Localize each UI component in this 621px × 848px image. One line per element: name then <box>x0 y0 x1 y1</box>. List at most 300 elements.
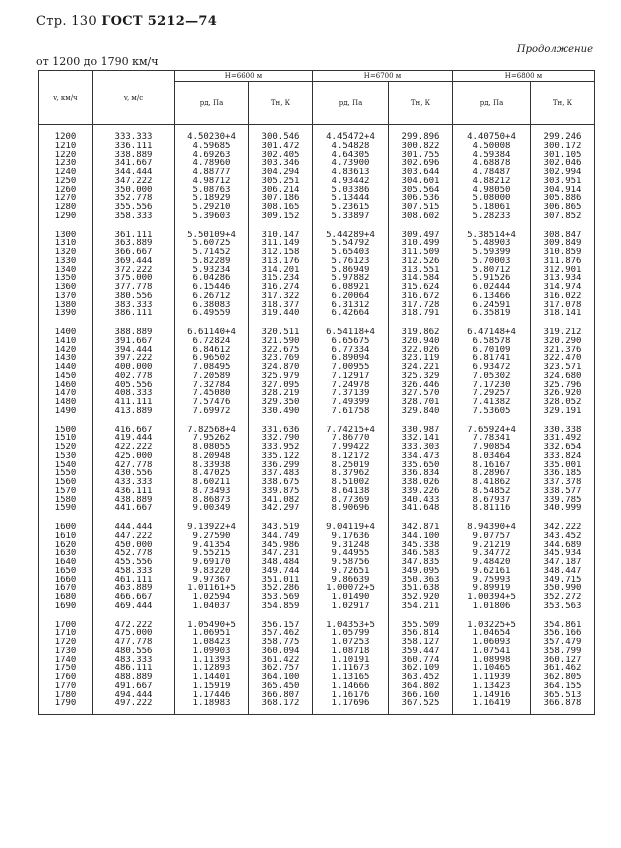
table-cell: 408.333 <box>93 389 175 398</box>
table-cell: 323.769 <box>249 354 313 363</box>
table-cell: 9.83220 <box>175 567 249 576</box>
table-cell: 1220 <box>39 151 93 160</box>
table-cell: 365.450 <box>249 682 313 691</box>
table-cell: 1550 <box>39 469 93 478</box>
gap-cell <box>531 513 595 523</box>
table-cell: 1590 <box>39 504 93 513</box>
table-cell: 1.06951 <box>175 629 249 638</box>
table-cell: 345.338 <box>389 541 453 550</box>
table-row <box>39 558 595 567</box>
table-cell: 6.58578 <box>453 337 531 346</box>
table-cell: 1.07253 <box>313 638 389 647</box>
table-cell: 307.852 <box>531 212 595 221</box>
table-cell: 430.556 <box>93 469 175 478</box>
table-cell: 6.77334 <box>313 346 389 355</box>
table-cell: 4.78487 <box>453 168 531 177</box>
gap-cell <box>175 221 249 231</box>
table-row <box>39 407 595 416</box>
table-cell: 360.774 <box>389 656 453 665</box>
table-cell: 322.675 <box>249 346 313 355</box>
gap-cell <box>249 221 313 231</box>
table-cell: 366.160 <box>389 691 453 700</box>
table-cell: 318.141 <box>531 309 595 318</box>
table-cell: 5.08000 <box>453 194 531 203</box>
table-row <box>39 656 595 665</box>
table-cell: 1440 <box>39 363 93 372</box>
table-cell: 323.571 <box>531 363 595 372</box>
table-cell: 1.16176 <box>313 691 389 700</box>
table-cell: 4.78960 <box>175 159 249 168</box>
table-cell: 1680 <box>39 593 93 602</box>
col-v-ms-header: v, м/с <box>93 71 175 125</box>
gap-cell <box>249 318 313 328</box>
table-cell: 366.667 <box>93 248 175 257</box>
table-cell: 313.176 <box>249 257 313 266</box>
table-cell: 305.251 <box>249 177 313 186</box>
table-cell: 7.12917 <box>313 372 389 381</box>
table-cell: 333.952 <box>249 443 313 452</box>
table-row <box>39 328 595 337</box>
table-cell: 336.185 <box>531 469 595 478</box>
table-cell: 356.166 <box>531 629 595 638</box>
table-cell: 1.14666 <box>313 682 389 691</box>
table-row <box>39 354 595 363</box>
table-row <box>39 363 595 372</box>
table-cell: 9.89919 <box>453 584 531 593</box>
table-cell: 7.00955 <box>313 363 389 372</box>
table-cell: 5.38514+4 <box>453 231 531 240</box>
table-cell: 4.88777 <box>175 168 249 177</box>
table-cell: 7.90854 <box>453 443 531 452</box>
gap-cell <box>175 611 249 621</box>
table-cell: 361.462 <box>531 664 595 673</box>
table-cell: 7.78341 <box>453 434 531 443</box>
table-cell: 304.294 <box>249 168 313 177</box>
table-cell: 344.749 <box>249 532 313 541</box>
gap-cell <box>175 416 249 426</box>
page-header <box>36 14 217 29</box>
altitude-header-2: H=6700 м <box>313 71 453 82</box>
table-cell: 391.667 <box>93 337 175 346</box>
pressure-header: pд, Па <box>313 82 389 125</box>
table-cell: 331.636 <box>249 426 313 435</box>
table-row <box>39 274 595 283</box>
table-cell: 351.011 <box>249 576 313 585</box>
table-cell: 7.24978 <box>313 381 389 390</box>
table-row <box>39 673 595 682</box>
gap-cell <box>453 416 531 426</box>
table-cell: 307.186 <box>249 194 313 203</box>
table-cell: 1260 <box>39 186 93 195</box>
table-cell: 349.744 <box>249 567 313 576</box>
table-cell: 1380 <box>39 301 93 310</box>
table-cell: 480.556 <box>93 647 175 656</box>
table-cell: 1.00072+5 <box>313 584 389 593</box>
table-cell: 1700 <box>39 621 93 630</box>
table-cell: 307.515 <box>389 203 453 212</box>
table-cell: 344.689 <box>531 541 595 550</box>
table-cell: 1650 <box>39 567 93 576</box>
table-cell: 5.28233 <box>453 212 531 221</box>
table-cell: 8.67937 <box>453 496 531 505</box>
table-cell: 8.73493 <box>175 487 249 496</box>
table-cell: 341.667 <box>93 159 175 168</box>
table-cell: 5.18929 <box>175 194 249 203</box>
table-cell: 477.778 <box>93 638 175 647</box>
table-row <box>39 621 595 630</box>
table-cell: 1760 <box>39 673 93 682</box>
table-cell: 6.81741 <box>453 354 531 363</box>
table-cell: 1770 <box>39 682 93 691</box>
table-cell: 4.64305 <box>313 151 389 160</box>
table-cell: 352.286 <box>249 584 313 593</box>
table-cell: 318.791 <box>389 309 453 318</box>
table-cell: 352.920 <box>389 593 453 602</box>
table-cell: 326.920 <box>531 389 595 398</box>
table-row <box>39 372 595 381</box>
table-cell: 335.122 <box>249 452 313 461</box>
table-cell: 1620 <box>39 541 93 550</box>
table-row <box>39 496 595 505</box>
table-cell: 5.03386 <box>313 186 389 195</box>
table-cell: 5.80712 <box>453 266 531 275</box>
table-row <box>39 309 595 318</box>
table-cell: 6.13466 <box>453 292 531 301</box>
table-cell: 1.02917 <box>313 602 389 611</box>
gap-cell <box>531 416 595 426</box>
table-cell: 344.100 <box>389 532 453 541</box>
table-cell: 494.444 <box>93 691 175 700</box>
table-cell: 9.72651 <box>313 567 389 576</box>
table-cell: 1390 <box>39 309 93 318</box>
table-cell: 334.473 <box>389 452 453 461</box>
table-cell: 352.272 <box>531 593 595 602</box>
table-cell: 4.40750+4 <box>453 125 531 142</box>
table-cell: 1780 <box>39 691 93 700</box>
table-cell: 346.583 <box>389 549 453 558</box>
table-cell: 1330 <box>39 257 93 266</box>
table-cell: 369.444 <box>93 257 175 266</box>
pressure-header: pд, Па <box>175 82 249 125</box>
group-gap <box>39 513 595 523</box>
table-bottom <box>39 708 595 715</box>
table-cell: 1530 <box>39 452 93 461</box>
pressure-header: pд, Па <box>453 82 531 125</box>
table-cell: 4.54828 <box>313 142 389 151</box>
gap-cell <box>249 611 313 621</box>
table-cell: 8.33938 <box>175 461 249 470</box>
table-cell: 6.47148+4 <box>453 328 531 337</box>
table-cell: 4.45472+4 <box>313 125 389 142</box>
table-row <box>39 337 595 346</box>
gap-cell <box>313 611 389 621</box>
table-cell: 333.333 <box>93 125 175 142</box>
table-cell: 7.57476 <box>175 398 249 407</box>
bottom-cell <box>175 708 249 715</box>
table-cell: 354.211 <box>389 602 453 611</box>
table-cell: 5.93234 <box>175 266 249 275</box>
table-cell: 1450 <box>39 372 93 381</box>
table-row <box>39 602 595 611</box>
table-cell: 1.02594 <box>175 593 249 602</box>
table-cell: 300.172 <box>531 142 595 151</box>
table-cell: 1.04654 <box>453 629 531 638</box>
table-cell: 303.346 <box>249 159 313 168</box>
table-cell: 8.41862 <box>453 478 531 487</box>
table-cell: 9.97367 <box>175 576 249 585</box>
table-cell: 8.08055 <box>175 443 249 452</box>
table-cell: 6.54118+4 <box>313 328 389 337</box>
table-cell: 5.65403 <box>313 248 389 257</box>
table-cell: 1640 <box>39 558 93 567</box>
table-cell: 380.556 <box>93 292 175 301</box>
table-cell: 325.329 <box>389 372 453 381</box>
table-cell: 1.04353+5 <box>313 621 389 630</box>
table-cell: 461.111 <box>93 576 175 585</box>
table-cell: 5.59399 <box>453 248 531 257</box>
table-cell: 447.222 <box>93 532 175 541</box>
table-cell: 358.127 <box>389 638 453 647</box>
table-cell: 350.990 <box>531 584 595 593</box>
table-cell: 1460 <box>39 381 93 390</box>
table-cell: 301.105 <box>531 151 595 160</box>
table-row <box>39 647 595 656</box>
table-cell: 9.58756 <box>313 558 389 567</box>
table-cell: 302.994 <box>531 168 595 177</box>
table-cell: 299.896 <box>389 125 453 142</box>
table-cell: 319.440 <box>249 309 313 318</box>
table-cell: 315.234 <box>249 274 313 283</box>
table-cell: 6.89094 <box>313 354 389 363</box>
table-cell: 1500 <box>39 426 93 435</box>
table-cell: 333.303 <box>389 443 453 452</box>
table-row <box>39 186 595 195</box>
table-cell: 300.822 <box>389 142 453 151</box>
table-cell: 1.05490+5 <box>175 621 249 630</box>
table-cell: 402.778 <box>93 372 175 381</box>
table-row <box>39 283 595 292</box>
table-cell: 6.20064 <box>313 292 389 301</box>
table-cell: 4.50008 <box>453 142 531 151</box>
table-cell: 6.84612 <box>175 346 249 355</box>
table-cell: 1200 <box>39 125 93 142</box>
table-cell: 7.99422 <box>313 443 389 452</box>
table-cell: 6.38083 <box>175 301 249 310</box>
table-cell: 7.86770 <box>313 434 389 443</box>
table-cell: 450.000 <box>93 541 175 550</box>
table-cell: 329.191 <box>531 407 595 416</box>
table-cell: 335.650 <box>389 461 453 470</box>
table-cell: 316.274 <box>249 283 313 292</box>
table-cell: 8.90696 <box>313 504 389 513</box>
table-cell: 6.24591 <box>453 301 531 310</box>
table-cell: 304.914 <box>531 186 595 195</box>
table-cell: 355.556 <box>93 203 175 212</box>
table-row <box>39 266 595 275</box>
table-row <box>39 504 595 513</box>
table-cell: 327.570 <box>389 389 453 398</box>
table-cell: 330.490 <box>249 407 313 416</box>
table-row <box>39 142 595 151</box>
gap-cell <box>313 513 389 523</box>
table-cell: 1.13165 <box>313 673 389 682</box>
table-cell: 1.08998 <box>453 656 531 665</box>
table-cell: 5.18061 <box>453 203 531 212</box>
table-cell: 336.299 <box>249 461 313 470</box>
gap-cell <box>313 416 389 426</box>
table-cell: 358.799 <box>531 647 595 656</box>
table-cell: 339.226 <box>389 487 453 496</box>
table-cell: 327.095 <box>249 381 313 390</box>
table-cell: 309.849 <box>531 239 595 248</box>
table-row <box>39 664 595 673</box>
table-cell: 362.109 <box>389 664 453 673</box>
table-cell: 358.333 <box>93 212 175 221</box>
group-gap <box>39 221 595 231</box>
gap-cell <box>39 513 93 523</box>
table-cell: 1.11673 <box>313 664 389 673</box>
table-cell: 7.82568+4 <box>175 426 249 435</box>
table-cell: 314.584 <box>389 274 453 283</box>
table-cell: 7.37139 <box>313 389 389 398</box>
table-cell: 311.509 <box>389 248 453 257</box>
table-cell: 317.078 <box>531 301 595 310</box>
table-cell: 342.871 <box>389 523 453 532</box>
table-cell: 1.15919 <box>175 682 249 691</box>
table-cell: 1.16419 <box>453 699 531 708</box>
table-cell: 367.525 <box>389 699 453 708</box>
table-cell: 444.444 <box>93 523 175 532</box>
table-cell: 1.17696 <box>313 699 389 708</box>
gap-cell <box>531 611 595 621</box>
table-cell: 4.98050 <box>453 186 531 195</box>
table-cell: 1630 <box>39 549 93 558</box>
table-cell: 7.74215+4 <box>313 426 389 435</box>
table-cell: 416.667 <box>93 426 175 435</box>
gap-cell <box>39 221 93 231</box>
table-cell: 9.04119+4 <box>313 523 389 532</box>
gap-cell <box>531 221 595 231</box>
table-cell: 1.08718 <box>313 647 389 656</box>
table-cell: 351.638 <box>389 584 453 593</box>
table-cell: 304.601 <box>389 177 453 186</box>
gap-cell <box>249 513 313 523</box>
page-number: Стр. 130 <box>36 14 97 29</box>
continuation-label: Продолжение <box>516 44 593 55</box>
table-row <box>39 638 595 647</box>
table-cell: 8.86873 <box>175 496 249 505</box>
table-cell: 9.62161 <box>453 567 531 576</box>
table-cell: 8.77369 <box>313 496 389 505</box>
table-cell: 311.149 <box>249 239 313 248</box>
gap-cell <box>389 513 453 523</box>
atmosphere-table <box>38 70 595 715</box>
table-cell: 314.201 <box>249 266 313 275</box>
table-cell: 413.889 <box>93 407 175 416</box>
table-row <box>39 194 595 203</box>
table-cell: 1410 <box>39 337 93 346</box>
table-cell: 314.974 <box>531 283 595 292</box>
table-cell: 1750 <box>39 664 93 673</box>
table-cell: 433.333 <box>93 478 175 487</box>
table-cell: 332.654 <box>531 443 595 452</box>
bottom-cell <box>531 708 595 715</box>
table-cell: 310.499 <box>389 239 453 248</box>
table-cell: 337.483 <box>249 469 313 478</box>
table-row <box>39 159 595 168</box>
table-cell: 366.878 <box>531 699 595 708</box>
table-cell: 343.519 <box>249 523 313 532</box>
table-cell: 321.376 <box>531 346 595 355</box>
table-cell: 318.377 <box>249 301 313 310</box>
table-cell: 363.452 <box>389 673 453 682</box>
table-cell: 328.052 <box>531 398 595 407</box>
gap-cell <box>249 416 313 426</box>
table-cell: 343.452 <box>531 532 595 541</box>
range-label: от 1200 до 1790 км/ч <box>36 55 159 68</box>
table-row <box>39 389 595 398</box>
table-row <box>39 257 595 266</box>
table-cell: 330.338 <box>531 426 595 435</box>
table-cell: 311.876 <box>531 257 595 266</box>
table-cell: 7.20589 <box>175 372 249 381</box>
table-cell: 338.675 <box>249 478 313 487</box>
table-cell: 340.999 <box>531 504 595 513</box>
temperature-header: Tн, К <box>249 82 313 125</box>
table-cell: 1.03225+5 <box>453 621 531 630</box>
table-row <box>39 239 595 248</box>
table-cell: 324.870 <box>249 363 313 372</box>
table-cell: 6.15446 <box>175 283 249 292</box>
gap-cell <box>39 318 93 328</box>
table-cell: 9.34772 <box>453 549 531 558</box>
table-cell: 7.53605 <box>453 407 531 416</box>
table-row <box>39 434 595 443</box>
table-cell: 329.350 <box>249 398 313 407</box>
table-cell: 1400 <box>39 328 93 337</box>
col-v-kmh-header: v, км/ч <box>39 71 93 125</box>
table-cell: 301.755 <box>389 151 453 160</box>
table-cell: 1.14916 <box>453 691 531 700</box>
table-cell: 329.840 <box>389 407 453 416</box>
table-cell: 1250 <box>39 177 93 186</box>
table-cell: 306.214 <box>249 186 313 195</box>
table-cell: 310.147 <box>249 231 313 240</box>
table-cell: 1.13423 <box>453 682 531 691</box>
table-cell: 372.222 <box>93 266 175 275</box>
table-cell: 9.86639 <box>313 576 389 585</box>
table-cell: 6.61140+4 <box>175 328 249 337</box>
table-cell: 353.563 <box>531 602 595 611</box>
table-row <box>39 691 595 700</box>
table-cell: 7.17230 <box>453 381 531 390</box>
table-cell: 5.23615 <box>313 203 389 212</box>
table-row <box>39 212 595 221</box>
table-cell: 1420 <box>39 346 93 355</box>
table-cell: 1570 <box>39 487 93 496</box>
table-cell: 7.29257 <box>453 389 531 398</box>
table-row <box>39 699 595 708</box>
table-cell: 7.41382 <box>453 398 531 407</box>
table-cell: 326.446 <box>389 381 453 390</box>
table-cell: 497.222 <box>93 699 175 708</box>
table-cell: 377.778 <box>93 283 175 292</box>
table-row <box>39 426 595 435</box>
temperature-header: Tн, К <box>531 82 595 125</box>
table-cell: 300.546 <box>249 125 313 142</box>
table-cell: 491.667 <box>93 682 175 691</box>
table-cell: 309.497 <box>389 231 453 240</box>
